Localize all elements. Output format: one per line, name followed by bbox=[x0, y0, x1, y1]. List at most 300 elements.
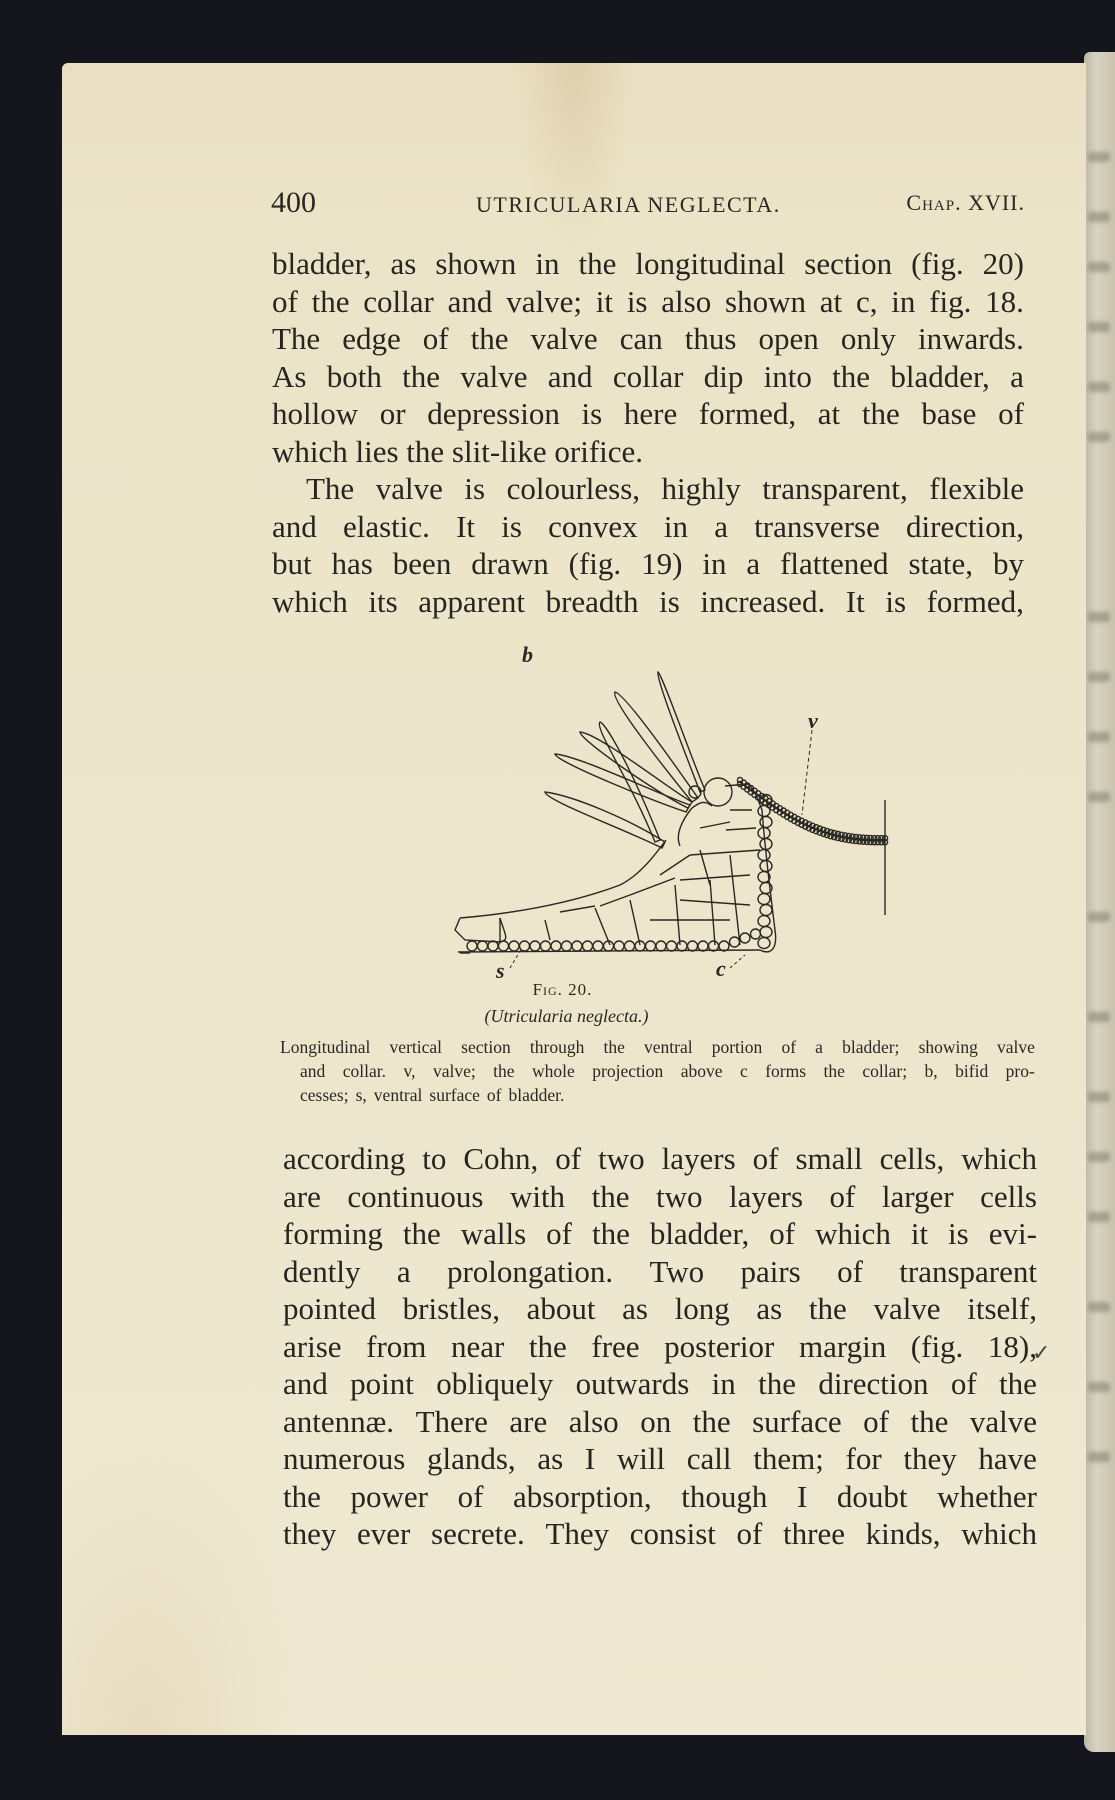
surface-cell bbox=[730, 937, 740, 947]
word: forming bbox=[283, 1216, 383, 1251]
word: only bbox=[840, 321, 896, 356]
word: in bbox=[711, 1366, 736, 1401]
word: of bbox=[950, 1366, 977, 1401]
word: direction bbox=[818, 1366, 929, 1401]
word: which bbox=[961, 1141, 1037, 1176]
word: bladder; bbox=[842, 1037, 900, 1057]
word: section bbox=[804, 246, 893, 281]
word: section bbox=[461, 1037, 511, 1057]
word: also bbox=[661, 283, 712, 319]
word: 18), bbox=[987, 1328, 1037, 1364]
word: free bbox=[591, 1328, 640, 1364]
word: breadth bbox=[545, 583, 639, 619]
word: the bbox=[311, 283, 350, 319]
word: 19) bbox=[641, 546, 683, 581]
collar-edge-cell bbox=[758, 916, 770, 927]
word: valve bbox=[530, 321, 598, 356]
word: is bbox=[581, 396, 603, 431]
word: surface bbox=[752, 1403, 842, 1439]
word: of bbox=[837, 1253, 863, 1289]
word: Longitudinal bbox=[280, 1037, 371, 1057]
word: obliquely bbox=[436, 1366, 554, 1401]
text-line bbox=[283, 1215, 1037, 1253]
word: cells, bbox=[879, 1141, 945, 1176]
word: layers bbox=[661, 1141, 736, 1176]
running-title: UTRICULARIA NEGLECTA. bbox=[476, 192, 781, 217]
word: bladder, bbox=[649, 1216, 750, 1251]
surface-cell bbox=[593, 941, 603, 951]
word: is bbox=[501, 508, 522, 544]
word: b, bbox=[924, 1061, 938, 1081]
word: have bbox=[978, 1441, 1037, 1476]
bifid-processes bbox=[545, 672, 705, 848]
word: has bbox=[331, 546, 373, 581]
text-line bbox=[272, 395, 1024, 433]
word: according bbox=[283, 1141, 406, 1176]
word: the bbox=[999, 1366, 1037, 1401]
c-pointer-line bbox=[730, 955, 745, 968]
word: kinds, bbox=[865, 1516, 941, 1551]
word: but bbox=[272, 546, 312, 581]
word: the bbox=[692, 1403, 731, 1439]
word: walls bbox=[460, 1216, 527, 1251]
collar-edge-cell bbox=[758, 938, 770, 949]
surface-cell bbox=[667, 941, 677, 951]
bladder-section-drawing bbox=[430, 650, 900, 980]
word: the bbox=[283, 1478, 321, 1514]
word: the bbox=[832, 358, 871, 394]
word: outwards bbox=[575, 1366, 690, 1401]
word: It bbox=[845, 583, 865, 619]
word: increased. bbox=[700, 583, 826, 619]
word: thus bbox=[684, 321, 737, 356]
word: highly bbox=[661, 471, 741, 506]
word: and bbox=[547, 358, 593, 394]
word: they bbox=[903, 1441, 957, 1476]
word: c bbox=[739, 1061, 748, 1081]
word: prolongation. bbox=[446, 1253, 614, 1289]
page-number: 400 bbox=[271, 186, 316, 219]
surface-cell bbox=[614, 941, 624, 951]
word: cells bbox=[980, 1178, 1037, 1214]
word: at bbox=[817, 396, 841, 431]
word: in bbox=[663, 508, 688, 544]
text-line bbox=[283, 1365, 1037, 1403]
word: a bbox=[714, 508, 728, 544]
word: secrete. bbox=[431, 1516, 525, 1551]
word: of bbox=[555, 1141, 582, 1176]
text-line bbox=[272, 508, 1024, 546]
word: the bbox=[758, 1366, 796, 1401]
word: ventral bbox=[644, 1037, 693, 1057]
word: of bbox=[486, 1085, 502, 1105]
word: flattened bbox=[780, 546, 889, 581]
word: valve bbox=[460, 358, 528, 394]
word: longitudinal bbox=[635, 246, 786, 281]
collar-edge-cell bbox=[758, 850, 770, 861]
word: a bbox=[815, 1037, 823, 1057]
word: the bbox=[591, 1178, 630, 1214]
caption-line bbox=[280, 1083, 1035, 1107]
word: and bbox=[272, 508, 317, 544]
collar-edge-cell bbox=[760, 817, 772, 828]
word: the bbox=[470, 321, 509, 356]
word: colourless, bbox=[506, 471, 641, 506]
word: apparent bbox=[418, 583, 525, 619]
word: is bbox=[626, 283, 648, 319]
word: evi- bbox=[988, 1216, 1037, 1251]
word: (fig. bbox=[911, 246, 964, 281]
word: and bbox=[447, 283, 493, 319]
text-line bbox=[283, 1328, 1037, 1366]
surface-cell bbox=[698, 941, 708, 951]
figure-20-illustration bbox=[430, 642, 900, 983]
word: 20) bbox=[982, 246, 1024, 281]
caption-line bbox=[280, 1035, 1035, 1059]
surface-cell bbox=[625, 941, 635, 951]
surface-cell bbox=[709, 941, 719, 951]
surface-cell bbox=[520, 941, 530, 951]
word: here bbox=[623, 396, 678, 431]
surface-cell bbox=[646, 941, 656, 951]
adjacent-pages-edge bbox=[1084, 52, 1115, 1752]
word: pairs bbox=[740, 1253, 801, 1289]
word: larger bbox=[881, 1178, 954, 1214]
pencil-check-mark: ✓ bbox=[1032, 1340, 1051, 1365]
word: convex bbox=[548, 508, 638, 544]
word: whether bbox=[937, 1478, 1037, 1514]
word: as bbox=[537, 1441, 564, 1476]
word: bladder. bbox=[508, 1085, 565, 1105]
word: Two bbox=[649, 1253, 705, 1289]
word: depression bbox=[427, 396, 560, 431]
figure-number: Fig. 20. bbox=[532, 980, 593, 999]
word: edge bbox=[342, 321, 401, 356]
word: valve bbox=[997, 1037, 1035, 1057]
collar-edge-cell bbox=[760, 927, 772, 938]
word: its bbox=[368, 583, 398, 619]
word: is bbox=[885, 583, 907, 619]
upper-text-block bbox=[272, 245, 1024, 620]
word: shown bbox=[725, 283, 806, 319]
collar-edge-cell bbox=[760, 861, 772, 872]
word: been bbox=[392, 546, 452, 581]
word: the bbox=[493, 1061, 515, 1081]
surface-cell bbox=[530, 941, 540, 951]
chapter-label: Chap. XVII. bbox=[906, 190, 1025, 215]
word: a bbox=[1010, 358, 1024, 394]
word: (fig. bbox=[910, 1328, 964, 1364]
text-line: which lies the slit-like orifice. bbox=[272, 433, 644, 469]
word: of bbox=[546, 1216, 572, 1251]
word: three bbox=[783, 1516, 845, 1551]
word: shown bbox=[435, 246, 517, 281]
word: also bbox=[568, 1403, 619, 1439]
word: whole bbox=[532, 1061, 575, 1081]
word: can bbox=[619, 321, 663, 356]
surface-cell bbox=[688, 941, 698, 951]
word: portion bbox=[711, 1037, 763, 1057]
word: in bbox=[535, 246, 560, 281]
word: in bbox=[702, 546, 727, 581]
surface-cell bbox=[751, 929, 761, 939]
word: both bbox=[326, 358, 382, 394]
word: valve; bbox=[506, 283, 582, 319]
word: antennæ. bbox=[283, 1403, 395, 1439]
word: which bbox=[961, 1516, 1037, 1551]
word: though bbox=[681, 1478, 768, 1514]
word: as bbox=[622, 1291, 648, 1326]
surface-cell bbox=[572, 941, 582, 951]
word: surface bbox=[429, 1085, 480, 1105]
word: as bbox=[756, 1291, 783, 1326]
word: of bbox=[769, 1216, 796, 1251]
word: into bbox=[763, 358, 812, 394]
surface-cell bbox=[677, 941, 687, 951]
word: of bbox=[736, 1516, 763, 1551]
word: of bbox=[272, 283, 298, 319]
figure-description bbox=[280, 1035, 1035, 1107]
word: valve bbox=[375, 471, 443, 506]
word: the bbox=[591, 1216, 630, 1251]
word: the bbox=[402, 358, 441, 394]
word: Cohn, bbox=[463, 1141, 539, 1176]
figure-species: (Utricularia neglecta.) bbox=[484, 1006, 649, 1026]
word: of bbox=[422, 321, 449, 356]
word: posterior bbox=[664, 1328, 775, 1364]
word: valve; bbox=[432, 1061, 476, 1081]
word: bladder, bbox=[272, 246, 372, 281]
word: pointed bbox=[283, 1291, 376, 1326]
word: or bbox=[379, 396, 406, 431]
word: a bbox=[746, 546, 761, 581]
word: the bbox=[528, 1328, 567, 1364]
word: hollow bbox=[272, 396, 359, 431]
word: the bbox=[603, 1037, 625, 1057]
word: formed, bbox=[926, 583, 1024, 619]
surface-cell bbox=[740, 933, 750, 943]
word: will bbox=[616, 1441, 666, 1476]
word: consist bbox=[629, 1516, 716, 1551]
word: margin bbox=[798, 1328, 887, 1364]
word: near bbox=[450, 1328, 505, 1364]
word: with bbox=[509, 1178, 566, 1214]
word: forms bbox=[765, 1061, 807, 1081]
surface-cell bbox=[541, 941, 551, 951]
word: bristles, bbox=[402, 1291, 500, 1326]
word: the bbox=[402, 1216, 441, 1251]
word: arise bbox=[283, 1328, 342, 1364]
text-line bbox=[283, 1478, 1037, 1516]
word: (fig. bbox=[568, 546, 622, 581]
word: are bbox=[283, 1178, 321, 1214]
word: fig. bbox=[929, 283, 972, 319]
word: numerous bbox=[283, 1441, 406, 1476]
word: c, bbox=[855, 283, 878, 319]
word: of bbox=[863, 1403, 889, 1439]
text-line bbox=[283, 1253, 1037, 1291]
surface-cell bbox=[656, 941, 666, 951]
word: dip bbox=[703, 358, 744, 394]
text-line bbox=[272, 283, 1024, 321]
word: dently bbox=[283, 1253, 361, 1289]
word: through bbox=[529, 1037, 585, 1057]
word: vertical bbox=[389, 1037, 443, 1057]
word: The bbox=[272, 321, 321, 356]
word: projection bbox=[592, 1061, 664, 1081]
word: which bbox=[815, 1216, 891, 1251]
word: a bbox=[396, 1253, 411, 1289]
word: drawn bbox=[471, 546, 549, 581]
text-line bbox=[272, 245, 1024, 283]
word: s, bbox=[355, 1085, 367, 1105]
word: I bbox=[796, 1478, 808, 1514]
word: the bbox=[910, 1403, 949, 1439]
text-line bbox=[283, 1440, 1037, 1478]
label-b: b bbox=[522, 642, 533, 667]
word: of bbox=[752, 1141, 779, 1176]
word: them; bbox=[753, 1441, 824, 1476]
word: the bbox=[823, 1061, 845, 1081]
word: to bbox=[422, 1141, 447, 1176]
text-line bbox=[272, 320, 1024, 358]
word: The bbox=[306, 471, 355, 506]
word: as bbox=[390, 246, 417, 281]
word: transparent bbox=[899, 1253, 1037, 1289]
word: is bbox=[464, 471, 486, 506]
word: power bbox=[350, 1478, 428, 1514]
text-line bbox=[283, 1515, 1037, 1553]
word: bifid bbox=[955, 1061, 989, 1081]
surface-cell bbox=[719, 941, 729, 951]
word: for bbox=[845, 1441, 882, 1476]
surface-cell bbox=[467, 941, 477, 951]
word: above bbox=[680, 1061, 723, 1081]
surface-cell bbox=[488, 941, 498, 951]
word: cesses; bbox=[300, 1085, 349, 1105]
word: itself, bbox=[967, 1291, 1037, 1326]
caption-line bbox=[280, 1059, 1035, 1083]
surface-cell bbox=[499, 941, 509, 951]
word: and bbox=[300, 1061, 326, 1081]
word: valve bbox=[873, 1291, 941, 1326]
label-v: v bbox=[808, 708, 818, 733]
text-line bbox=[283, 1140, 1037, 1178]
label-c: c bbox=[716, 956, 726, 981]
word: transparent, bbox=[762, 471, 908, 506]
word: collar. bbox=[342, 1061, 386, 1081]
word: which bbox=[272, 583, 348, 619]
surface-cell bbox=[509, 941, 519, 951]
text-line bbox=[272, 545, 1024, 583]
lower-text-block bbox=[283, 1140, 1037, 1553]
text-line bbox=[283, 1403, 1037, 1441]
word: of bbox=[781, 1037, 797, 1057]
word: showing bbox=[918, 1037, 978, 1057]
word: elastic. bbox=[342, 508, 430, 544]
word: long bbox=[674, 1291, 730, 1326]
surface-cell bbox=[551, 941, 561, 951]
word: call bbox=[686, 1441, 732, 1476]
word: It bbox=[456, 508, 476, 544]
word: 18. bbox=[985, 283, 1024, 319]
word: flexible bbox=[929, 471, 1024, 506]
word: in bbox=[891, 283, 916, 319]
word: from bbox=[366, 1328, 427, 1364]
word: open bbox=[758, 321, 819, 356]
word: point bbox=[350, 1366, 414, 1401]
surface-cell bbox=[478, 941, 488, 951]
word: bladder, bbox=[890, 358, 990, 394]
word: v, bbox=[403, 1061, 416, 1081]
word: are bbox=[509, 1403, 548, 1439]
word: direction, bbox=[906, 508, 1024, 544]
valve-beaded-line bbox=[737, 777, 887, 844]
word: pro- bbox=[1005, 1061, 1035, 1081]
word: it bbox=[595, 283, 614, 319]
word: ventral bbox=[373, 1085, 423, 1105]
word: collar; bbox=[862, 1061, 908, 1081]
word: They bbox=[545, 1516, 610, 1551]
word: formed, bbox=[698, 396, 797, 431]
ventral-surface-cells bbox=[460, 795, 772, 954]
surface-cell bbox=[583, 941, 593, 951]
word: and bbox=[283, 1366, 328, 1401]
word: small bbox=[795, 1141, 863, 1176]
text-line bbox=[283, 1178, 1037, 1216]
collar-cells bbox=[455, 778, 776, 952]
word: absorption, bbox=[513, 1478, 652, 1514]
word: the bbox=[808, 1291, 847, 1326]
text-line bbox=[272, 358, 1024, 396]
word: two bbox=[598, 1141, 645, 1176]
word: collar bbox=[363, 283, 434, 319]
word: state, bbox=[908, 546, 974, 581]
surface-cell bbox=[562, 941, 572, 951]
word: by bbox=[992, 546, 1024, 581]
word: continuous bbox=[347, 1178, 484, 1214]
valve-pointer-line bbox=[802, 730, 812, 815]
label-s: s bbox=[496, 958, 505, 983]
word: is bbox=[659, 583, 680, 619]
word: inwards. bbox=[917, 321, 1024, 356]
word: of bbox=[829, 1178, 856, 1214]
word: it bbox=[910, 1216, 929, 1251]
word: doubt bbox=[836, 1478, 908, 1514]
word: about bbox=[526, 1291, 596, 1326]
word: base bbox=[921, 396, 977, 431]
word: the bbox=[861, 396, 900, 431]
word: collar bbox=[612, 358, 684, 394]
word: of bbox=[457, 1478, 484, 1514]
word: glands, bbox=[426, 1441, 516, 1476]
collar-edge-cell bbox=[758, 894, 770, 905]
word: is bbox=[948, 1216, 969, 1251]
word: two bbox=[655, 1178, 703, 1214]
word: ever bbox=[357, 1516, 411, 1551]
text-line bbox=[272, 583, 1024, 621]
word: layers bbox=[728, 1178, 804, 1214]
word: of bbox=[998, 396, 1024, 431]
running-head bbox=[271, 186, 1025, 222]
word: I bbox=[584, 1441, 596, 1476]
word: transverse bbox=[754, 508, 880, 544]
word: on bbox=[640, 1403, 672, 1439]
text-line bbox=[283, 1290, 1037, 1328]
word: at bbox=[819, 283, 843, 319]
word: they bbox=[283, 1516, 337, 1551]
collar-edge-cell bbox=[760, 905, 772, 916]
